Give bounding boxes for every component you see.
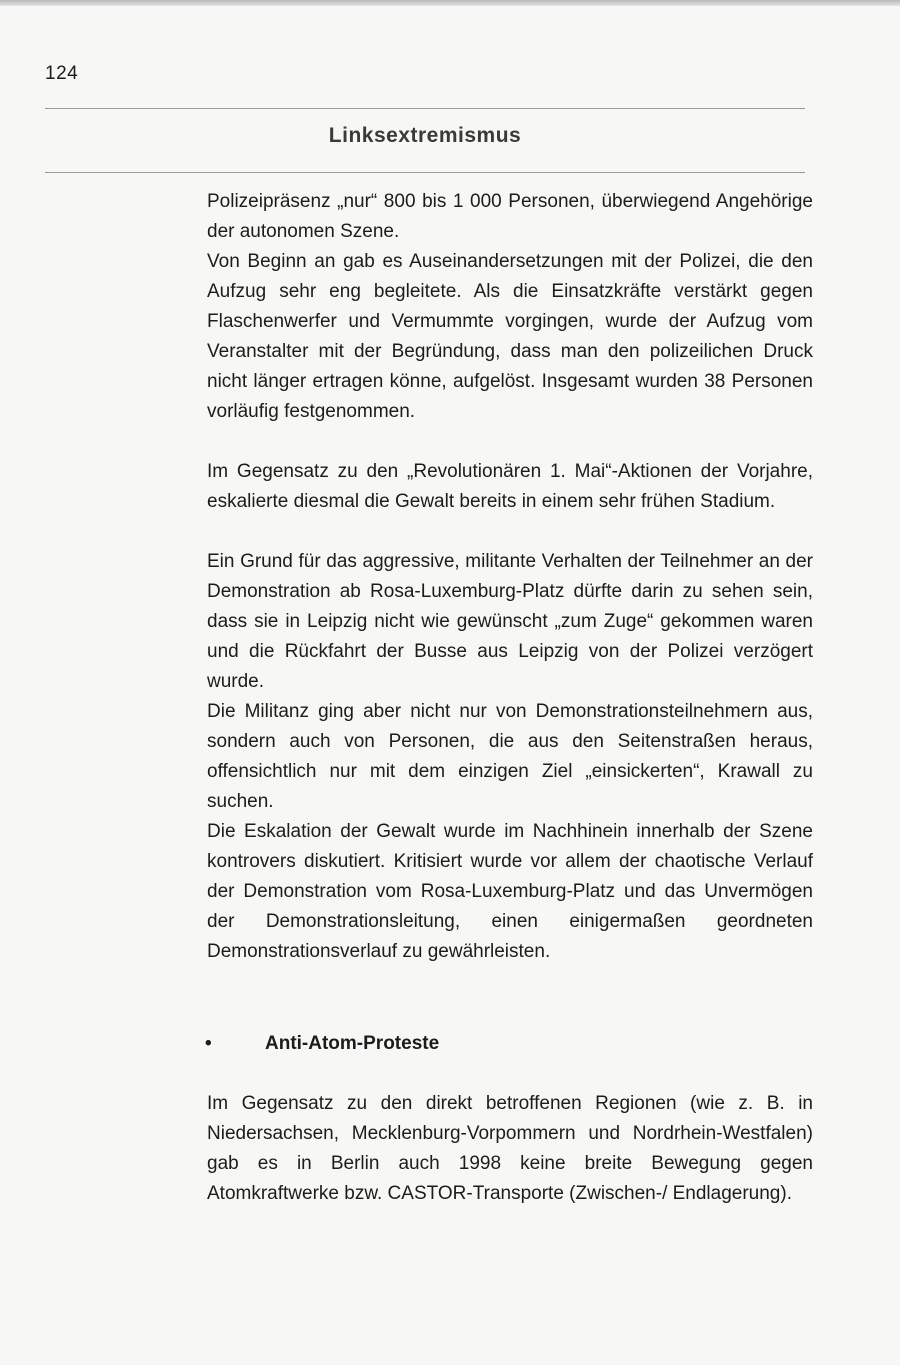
- paragraph: Im Gegensatz zu den direkt betroffenen Regionen (wie z. B. in Niedersachsen, Mecklenburg-Vorpommern und Nordrhein-Westfalen) gab es in Berlin auch 1998 keine breite Bewegung gegen Atomkraftwerke bzw. CASTOR-Transporte (Zwischen-/ Endlagerung).: [207, 1093, 813, 1204]
- paragraph: Die Militanz ging aber nicht nur von Demonstrationsteilnehmern aus, sondern auch von Personen, die aus den Seitenstraßen heraus, offensichtlich nur mit dem einzigen Ziel „einsickerten“, Krawall zu suchen.: [207, 701, 813, 812]
- chapter-title: Linksextremismus: [328, 124, 522, 147]
- scan-edge: [0, 0, 900, 6]
- paragraph: Im Gegensatz zu den „Revolutionären 1. Mai“-Aktionen der Vorjahre, eskalierte diesmal die Gewalt bereits in einem sehr frühen Stadium.: [207, 461, 813, 512]
- body-text: [207, 187, 813, 1209]
- paragraph: Polizeipräsenz „nur“ 800 bis 1 000 Personen, überwiegend Angehörige der autonomen Szene.: [207, 191, 813, 242]
- bullet-icon: •: [205, 1033, 212, 1054]
- page-number: 124: [45, 63, 79, 84]
- section-heading: [207, 1029, 813, 1059]
- paragraph: Die Eskalation der Gewalt wurde im Nachhinein innerhalb der Szene kontrovers diskutiert. Kritisiert wurde vor allem der chaotische Verlauf der Demonstration vom Rosa-Luxemburg-Platz und das Unvermögen der Demonstrationsleitung, einen einigermaßen geordneten Demonstrationsverlauf zu gewährleisten.: [207, 821, 813, 962]
- header-rule-bottom: [45, 172, 805, 173]
- section-title: Anti-Atom-Proteste: [265, 1033, 440, 1054]
- header-rule-top: [45, 108, 805, 109]
- paragraph: Ein Grund für das aggressive, militante Verhalten der Teilnehmer an der Demonstration ab Rosa-Luxemburg-Platz dürfte darin zu sehen sein, dass sie in Leipzig nicht wie gewünscht „zum Zuge“ gekommen waren und die Rückfahrt der Busse aus Leipzig von der Polizei verzögert wurde.: [207, 551, 813, 692]
- paragraph: Von Beginn an gab es Auseinandersetzungen mit der Polizei, die den Aufzug sehr eng begleitete. Als die Einsatzkräfte verstärkt gegen Flaschenwerfer und Vermummte vorgingen, wurde der Aufzug vom Veranstalter mit der Begründung, dass man den polizeilichen Druck nicht länger ertragen könne, aufgelöst. Insgesamt wurden 38 Personen vorläufig festgenommen.: [207, 251, 813, 422]
